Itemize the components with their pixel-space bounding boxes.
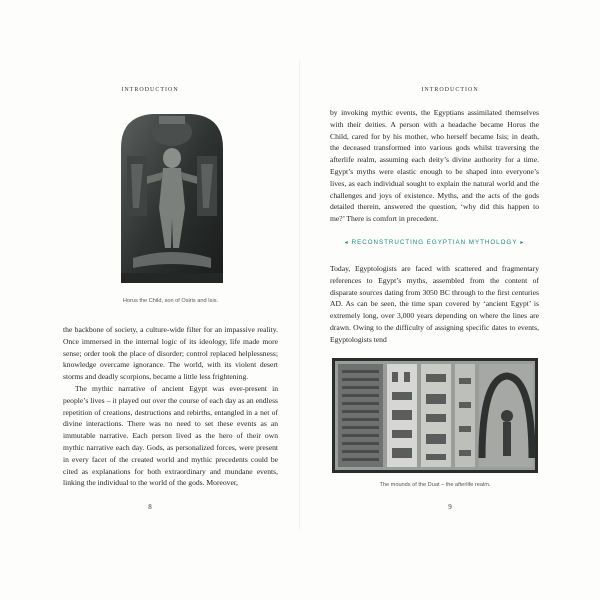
duat-caption: The mounds of the Duat – the afterlife realm. bbox=[379, 482, 491, 488]
right-page bbox=[300, 0, 600, 600]
left-body-text bbox=[63, 324, 278, 489]
right-body-text-top bbox=[330, 107, 539, 225]
running-head-right: INTRODUCTION bbox=[421, 87, 479, 93]
running-head-left: INTRODUCTION bbox=[121, 87, 179, 93]
stela-caption: Horus the Child, son of Osiris and Isis. bbox=[122, 298, 219, 304]
right-body-text-mid bbox=[330, 263, 539, 346]
page-number-left: 8 bbox=[148, 503, 152, 511]
section-heading bbox=[330, 239, 539, 246]
paragraph: Today, Egyptologists are faced with scattered and fragmentary references to Egypt’s myths, assembled from the content of disparate sources dating from 3050 BC through to the first centuries AD. As can be seen, the time span covered by ‘ancient Egypt’ is extremely long, over 3,000 years depending on where the lines are drawn. Owing to the difficulty of assigning specific dates to events, Egyptologists tend bbox=[330, 264, 539, 344]
horus-stela-image bbox=[113, 108, 231, 283]
duat-papyrus-image bbox=[332, 358, 538, 473]
paragraph: The mythic narrative of ancient Egypt was ever-present in people’s lives – it played out over the course of each day as an endless repetition of creations, destructions and rebirths, entangled in a net of divine interactions. There was no need to set these events as an immutable narrative. Each person lived as the hero of their own mythic narrative each day. Gods, as personalized forces, were present in every facet of the created world and mythic precedents could be cited as explanations for both extraordinary and mundane events, linking the individual to the world of the gods. Moreover, bbox=[63, 383, 278, 488]
section-heading-text: RECONSTRUCTING EGYPTIAN MYTHOLOGY bbox=[351, 239, 518, 246]
right-arrow-icon: ▸ bbox=[520, 240, 525, 246]
paragraph: the backbone of society, a culture-wide filter for an impassive reality. Once immersed in the internal logic of its ideology, life made more sense; order took the place of disorder; control replaced helplessness; knowledge overcame ignorance. The world, with its violent desert storms and deadly scorpions, became a little less frightening. bbox=[63, 325, 278, 382]
paragraph: by invoking mythic events, the Egyptians assimilated themselves with their deities. A person with a headache became Horus the Child, cared for by his mother, who herself became Isis; in death, the deceased transformed into various gods whilst traversing the afterlife realm, assuming each deity’s divine authority for a time. Egypt’s myths were elastic enough to be shaped into everyone’s lives, as each individual sought to explain the natural world and the challenges and joys of existence. Myths, and the acts of the gods detailed therein, answered the question, ‘why did this happen to me?’ There is comfort in precedent. bbox=[330, 108, 539, 224]
left-arrow-icon: ◂ bbox=[344, 240, 349, 246]
page-number-right: 9 bbox=[448, 503, 452, 511]
